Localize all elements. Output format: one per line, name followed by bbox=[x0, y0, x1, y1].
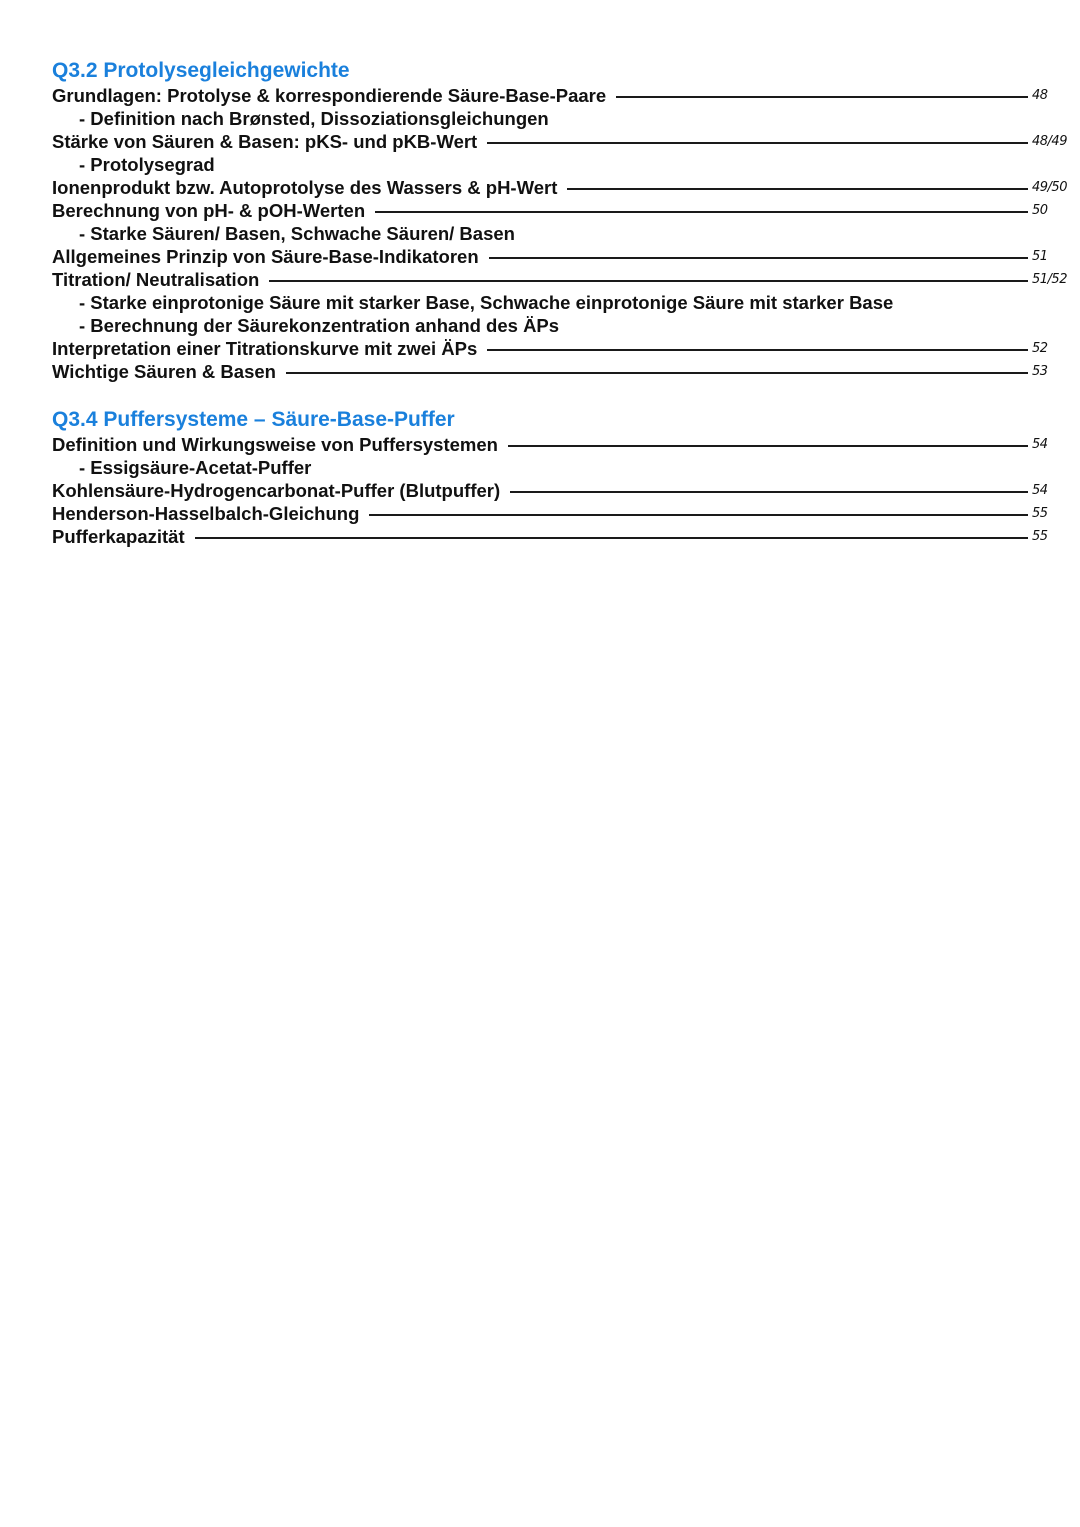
toc-entry bbox=[52, 360, 1070, 383]
toc-subentry bbox=[52, 456, 1070, 479]
toc-page-number: 48 bbox=[1030, 84, 1050, 107]
toc-subentry-label: - Starke Säuren/ Basen, Schwache Säuren/ Basen bbox=[79, 222, 523, 245]
toc-page-number: 48/49 bbox=[1030, 130, 1069, 153]
toc-page-number: 54 bbox=[1030, 433, 1050, 456]
toc-page-number: 55 bbox=[1030, 502, 1050, 525]
toc-entry bbox=[52, 130, 1070, 153]
section-heading: Q3.4 Puffersysteme – Säure-Base-Puffer bbox=[52, 408, 455, 431]
leader-line bbox=[616, 96, 1028, 98]
toc-entry-label: Allgemeines Prinzip von Säure-Base-Indikatoren bbox=[52, 245, 487, 268]
toc-section-q3-2 bbox=[52, 58, 1070, 383]
leader-line bbox=[489, 257, 1028, 259]
toc-subentry-label: - Definition nach Brønsted, Dissoziationsgleichungen bbox=[79, 107, 557, 130]
toc-entry-label: Definition und Wirkungsweise von Puffersystemen bbox=[52, 433, 506, 456]
toc-subentry bbox=[52, 314, 1070, 337]
toc-page-number: 49/50 bbox=[1030, 176, 1069, 199]
toc-entry bbox=[52, 176, 1070, 199]
toc-entry-label: Titration/ Neutralisation bbox=[52, 268, 267, 291]
toc-page-number: 53 bbox=[1030, 360, 1050, 383]
leader-line bbox=[487, 142, 1028, 144]
section-heading: Q3.2 Protolysegleichgewichte bbox=[52, 59, 350, 82]
toc-page-number: 50 bbox=[1030, 199, 1050, 222]
toc-section-q3-4 bbox=[52, 407, 1070, 548]
toc-entry-label: Berechnung von pH- & pOH-Werten bbox=[52, 199, 373, 222]
toc-subentry-label: - Starke einprotonige Säure mit starker Base, Schwache einprotonige Säure mit starker Base bbox=[79, 291, 901, 314]
toc-entry-label: Ionenprodukt bzw. Autoprotolyse des Wassers & pH-Wert bbox=[52, 176, 565, 199]
toc-entry-label: Wichtige Säuren & Basen bbox=[52, 360, 284, 383]
toc-entry-label: Pufferkapazität bbox=[52, 525, 193, 548]
toc-page-number: 51 bbox=[1030, 245, 1050, 268]
toc-entry-label: Kohlensäure-Hydrogencarbonat-Puffer (Blutpuffer) bbox=[52, 479, 508, 502]
toc-subentry bbox=[52, 291, 1070, 314]
toc-entry bbox=[52, 525, 1070, 548]
toc-entry bbox=[52, 433, 1070, 456]
toc-subentry bbox=[52, 107, 1070, 130]
leader-line bbox=[369, 514, 1028, 516]
toc-entry-label: Interpretation einer Titrationskurve mit zwei ÄPs bbox=[52, 337, 485, 360]
leader-line bbox=[269, 280, 1028, 282]
toc-subentry-label: - Essigsäure-Acetat-Puffer bbox=[79, 456, 319, 479]
toc-page-number: 51/52 bbox=[1030, 268, 1069, 291]
leader-line bbox=[510, 491, 1028, 493]
leader-line bbox=[195, 537, 1028, 539]
toc-entry bbox=[52, 199, 1070, 222]
toc-entry bbox=[52, 245, 1070, 268]
toc-subentry bbox=[52, 153, 1070, 176]
toc-entry bbox=[52, 502, 1070, 525]
leader-line bbox=[375, 211, 1028, 213]
leader-line bbox=[286, 372, 1028, 374]
toc-entry-label: Stärke von Säuren & Basen: pKS- und pKB-Wert bbox=[52, 130, 485, 153]
toc-entry bbox=[52, 84, 1070, 107]
toc-page-number: 54 bbox=[1030, 479, 1050, 502]
toc-subentry-label: - Berechnung der Säurekonzentration anhand des ÄPs bbox=[79, 314, 567, 337]
toc-subentry-label: - Protolysegrad bbox=[79, 153, 223, 176]
toc-entry bbox=[52, 268, 1070, 291]
leader-line bbox=[487, 349, 1028, 351]
leader-line bbox=[508, 445, 1028, 447]
table-of-contents bbox=[52, 58, 1070, 548]
toc-page-number: 55 bbox=[1030, 525, 1050, 548]
toc-page-number: 52 bbox=[1030, 337, 1050, 360]
toc-entry-label: Grundlagen: Protolyse & korrespondierende Säure-Base-Paare bbox=[52, 84, 614, 107]
toc-entry bbox=[52, 337, 1070, 360]
leader-line bbox=[567, 188, 1028, 190]
toc-entry-label: Henderson-Hasselbalch-Gleichung bbox=[52, 502, 367, 525]
toc-entry bbox=[52, 479, 1070, 502]
toc-subentry bbox=[52, 222, 1070, 245]
